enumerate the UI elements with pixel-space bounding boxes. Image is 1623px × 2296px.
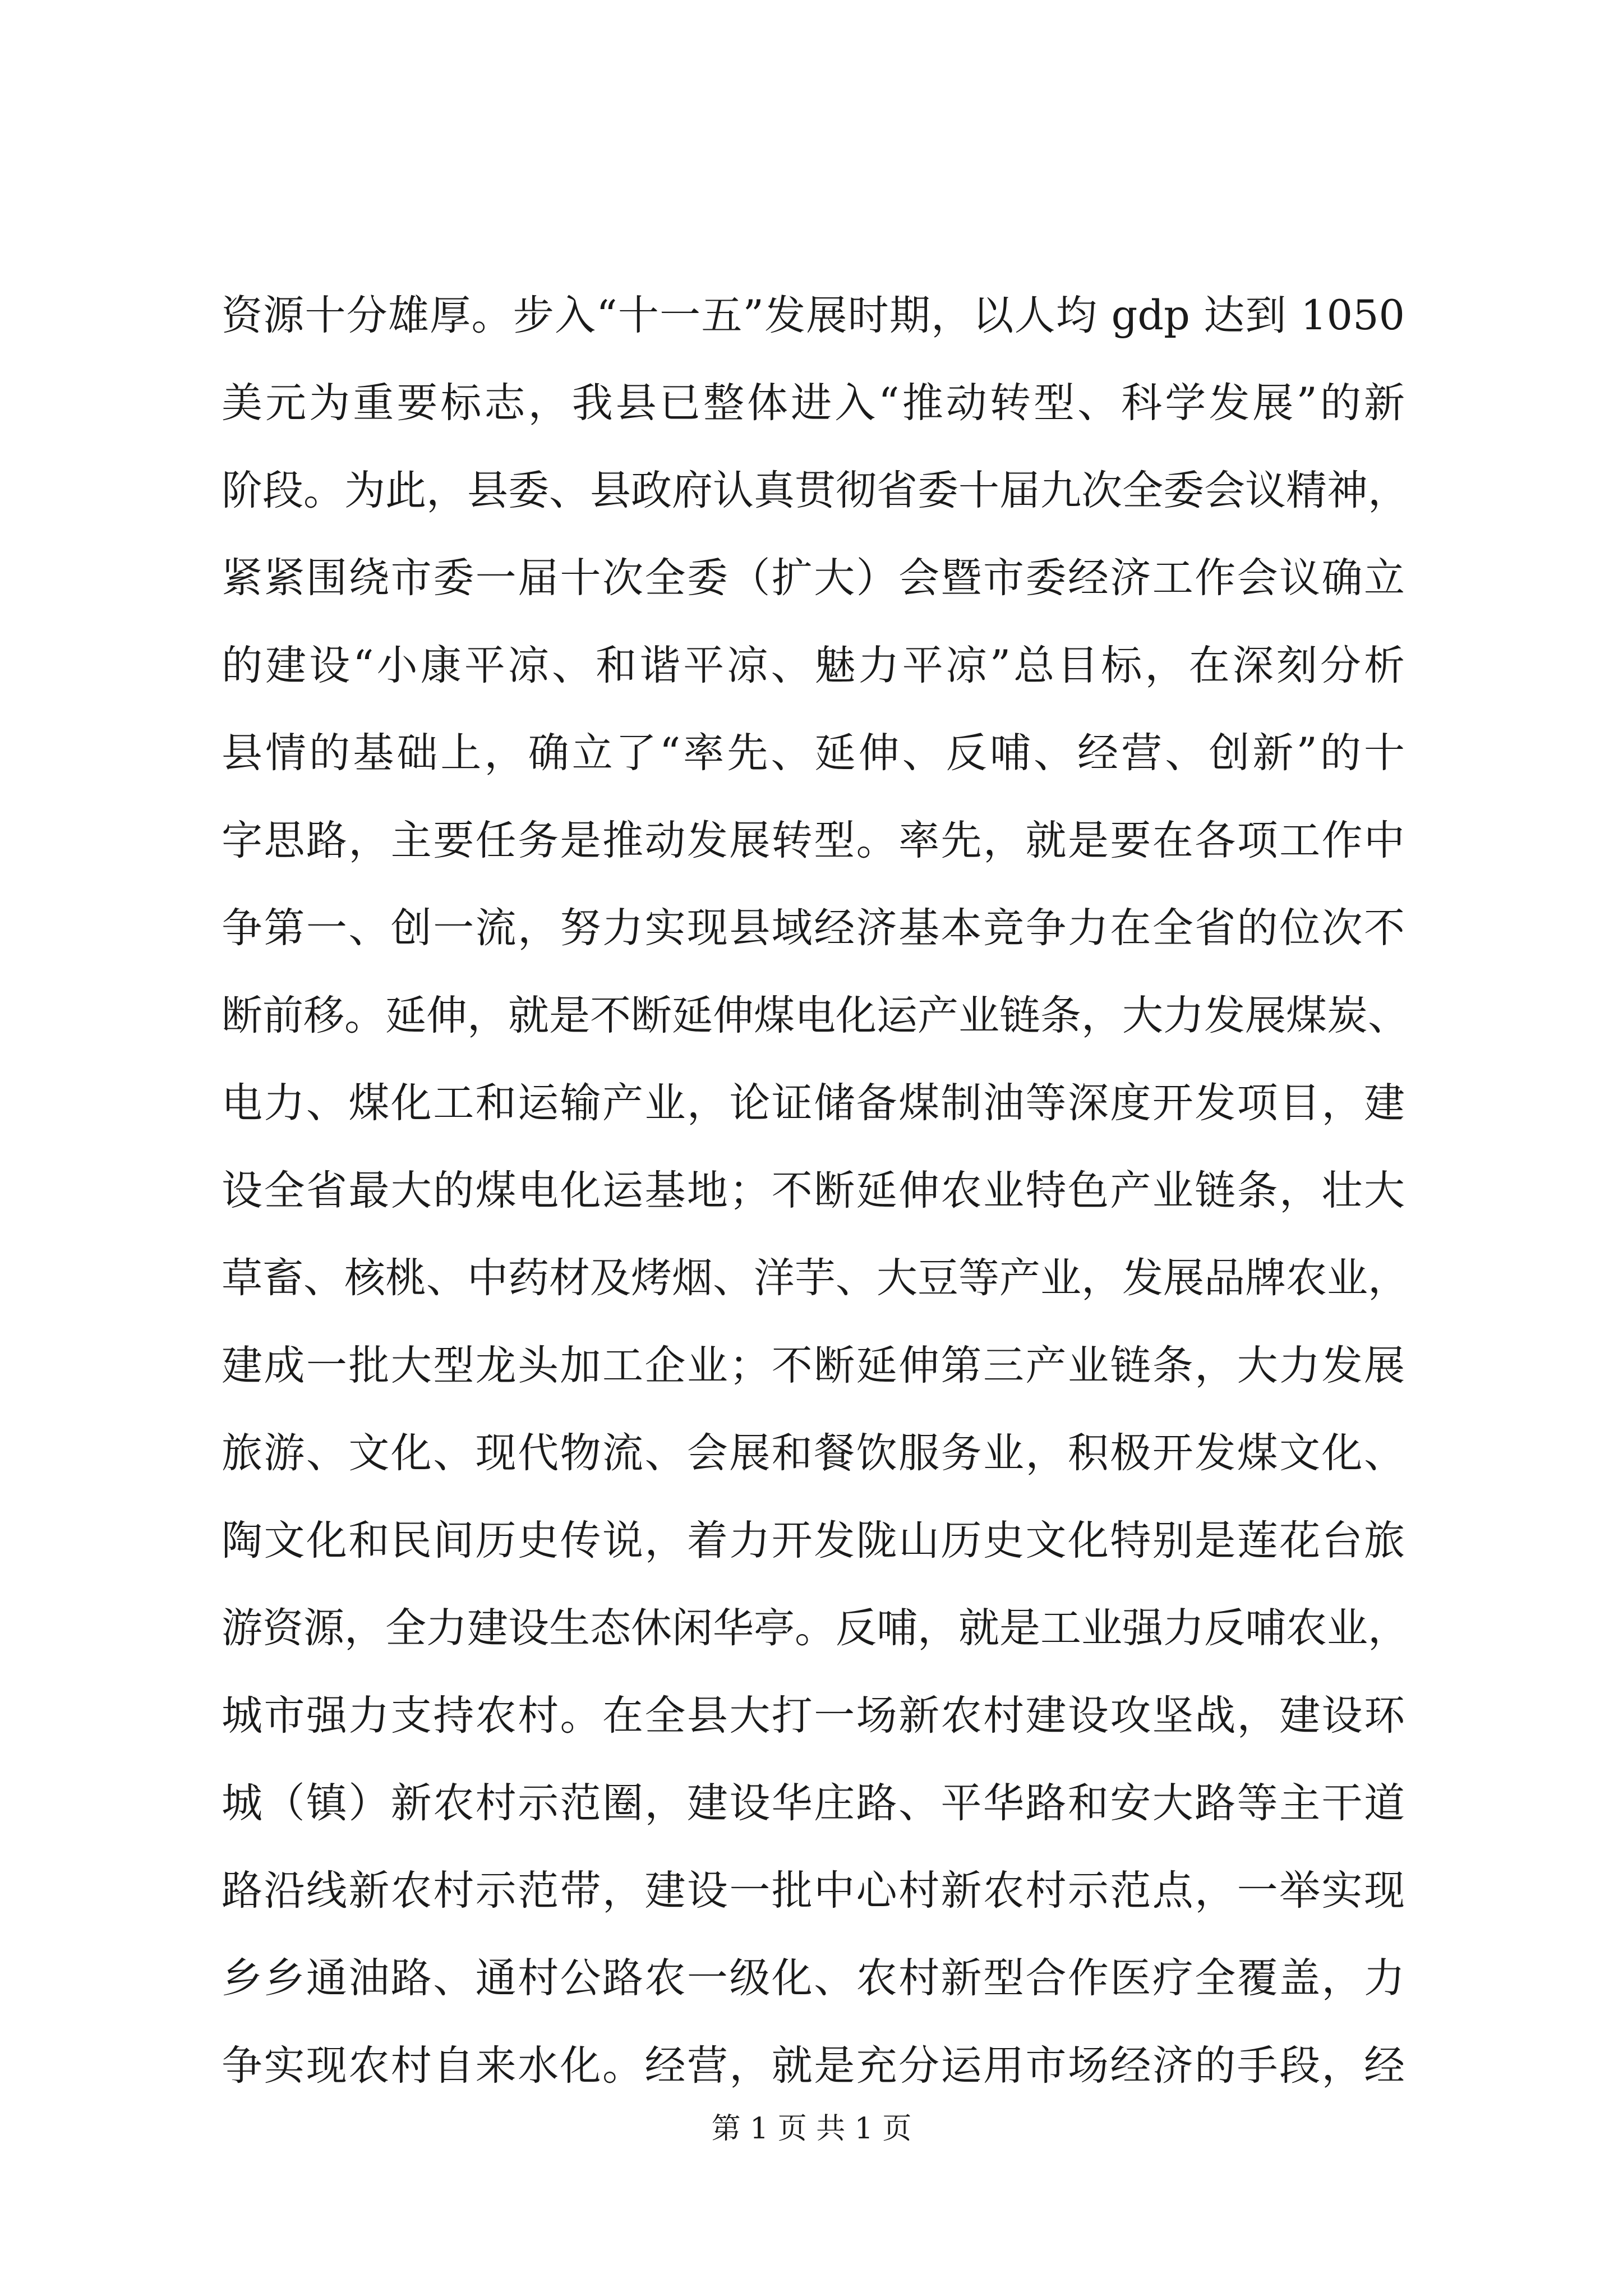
text-line: 断前移。延伸，就是不断延伸煤电化运产业链条，大力发展煤炭、 xyxy=(222,992,1409,1039)
text-line: 游资源，全力建设生态休闲华亭。反哺，就是工业强力反哺农业， xyxy=(222,1604,1409,1652)
text-line: 县情的基础上，确立了“率先、延伸、反哺、经营、创新”的十 xyxy=(222,729,1405,777)
text-line: 争实现农村自来水化。经营，就是充分运用市场经济的手段，经 xyxy=(222,2042,1405,2090)
text-line: 资源十分雄厚。步入“十一五”发展时期，以人均 gdp 达到 1050 xyxy=(222,292,1405,339)
text-line: 的建设“小康平凉、和谐平凉、魅力平凉”总目标，在深刻分析 xyxy=(222,642,1405,689)
text-line: 旅游、文化、现代物流、会展和餐饮服务业，积极开发煤文化、 xyxy=(222,1429,1405,1477)
text-line: 美元为重要标志，我县已整体进入“推动转型、科学发展”的新 xyxy=(222,379,1405,427)
text-line: 争第一、创一流，努力实现县域经济基本竞争力在全省的位次不 xyxy=(222,904,1405,952)
text-line: 城（镇）新农村示范圈，建设华庄路、平华路和安大路等主干道 xyxy=(222,1779,1405,1827)
text-line: 建成一批大型龙头加工企业；不断延伸第三产业链条，大力发展 xyxy=(222,1342,1405,1389)
text-line: 草畜、核桃、中药材及烤烟、洋芋、大豆等产业，发展品牌农业， xyxy=(222,1254,1409,1302)
page-number: 第 1 页 共 1 页 xyxy=(711,2112,912,2146)
text-line: 阶段。为此，县委、县政府认真贯彻省委十届九次全委会议精神， xyxy=(222,467,1409,514)
text-line: 设全省最大的煤电化运基地；不断延伸农业特色产业链条，壮大 xyxy=(222,1167,1405,1214)
text-line: 城市强力支持农村。在全县大打一场新农村建设攻坚战，建设环 xyxy=(222,1692,1405,1740)
text-line: 乡乡通油路、通村公路农一级化、农村新型合作医疗全覆盖，力 xyxy=(222,1954,1405,2002)
text-line: 路沿线新农村示范带，建设一批中心村新农村示范点，一举实现 xyxy=(222,1867,1405,1915)
page-footer xyxy=(0,2109,1623,2148)
text-line: 紧紧围绕市委一届十次全委（扩大）会暨市委经济工作会议确立 xyxy=(222,554,1405,602)
text-line: 字思路，主要任务是推动发展转型。率先，就是要在各项工作中 xyxy=(222,817,1405,864)
text-line: 陶文化和民间历史传说，着力开发陇山历史文化特别是莲花台旅 xyxy=(222,1517,1405,1565)
text-line: 电力、煤化工和运输产业，论证储备煤制油等深度开发项目，建 xyxy=(222,1079,1405,1127)
